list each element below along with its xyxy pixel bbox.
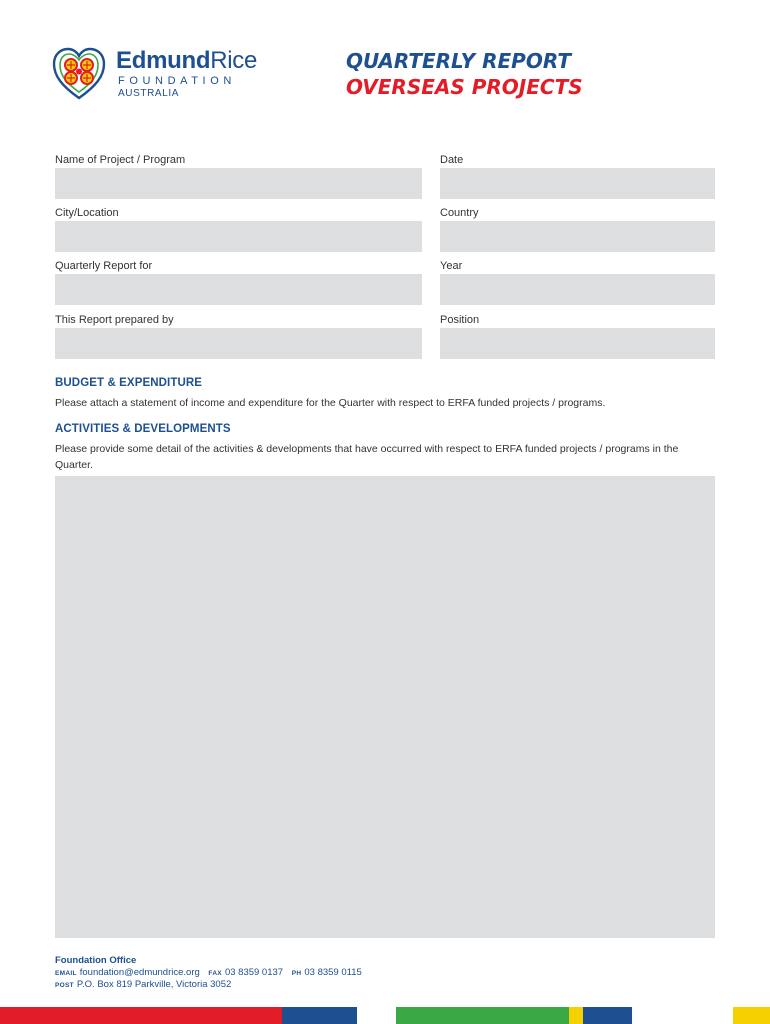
activities-field[interactable] <box>55 476 715 938</box>
city-location-field[interactable] <box>55 221 422 252</box>
footer-post-line <box>55 979 237 990</box>
brand-country: AUSTRALIA <box>118 88 179 99</box>
quarterly-report-for-field[interactable] <box>55 274 422 305</box>
stripe-blue <box>282 1007 357 1024</box>
footer-email[interactable]: foundation@edmundrice.org <box>79 967 200 978</box>
budget-instructions: Please attach a statement of income and expenditure for the Quarter with respect to ERFA funded projects / programs. <box>55 397 606 409</box>
report-subtitle: OVERSEAS PROJECTS <box>346 75 583 99</box>
position-field[interactable] <box>440 328 715 359</box>
footer-fax: 03 8359 0137 <box>224 967 284 978</box>
project-name-label: Name of Project / Program <box>55 154 186 166</box>
brand-subline: FOUNDATION <box>118 75 236 87</box>
activities-instructions: Please provide some detail of the activities & developments that have occurred with respect to ERFA funded projects / programs in the Quarter. <box>55 443 679 471</box>
footer-phone: 03 8359 0115 <box>304 967 362 978</box>
activities-heading: ACTIVITIES & DEVELOPMENTS <box>55 423 231 435</box>
year-field[interactable] <box>440 274 715 305</box>
brand-name: EdmundRice <box>116 47 258 74</box>
date-field[interactable] <box>440 168 715 199</box>
stripe-yellow <box>569 1007 583 1024</box>
city-location-label: City/Location <box>55 207 119 219</box>
stripe-green <box>396 1007 569 1024</box>
prepared-by-label: This Report prepared by <box>55 314 174 326</box>
email-tag: EMAIL <box>55 970 77 977</box>
year-label: Year <box>440 260 463 272</box>
stripe-blue-2 <box>583 1007 632 1024</box>
stripe-red <box>0 1007 282 1024</box>
prepared-by-field[interactable] <box>55 328 422 359</box>
fax-tag: FAX <box>208 970 222 977</box>
country-label: Country <box>440 207 479 219</box>
budget-heading: BUDGET & EXPENDITURE <box>55 377 203 389</box>
brand-logo <box>52 46 292 102</box>
footer-post: P.O. Box 819 Parkville, Victoria 3052 <box>76 979 232 990</box>
quarterly-report-for-label: Quarterly Report for <box>55 260 153 272</box>
project-name-field[interactable] <box>55 168 422 199</box>
report-title: QUARTERLY REPORT <box>346 49 571 73</box>
heart-emblem-icon <box>52 46 106 102</box>
stripe-yellow-2 <box>733 1007 770 1024</box>
footer-title: Foundation Office <box>55 955 137 966</box>
date-label: Date <box>440 154 464 166</box>
position-label: Position <box>440 314 480 326</box>
post-tag: POST <box>55 982 74 989</box>
footer-contact-line <box>55 967 368 978</box>
country-field[interactable] <box>440 221 715 252</box>
ph-tag: PH <box>291 970 302 977</box>
